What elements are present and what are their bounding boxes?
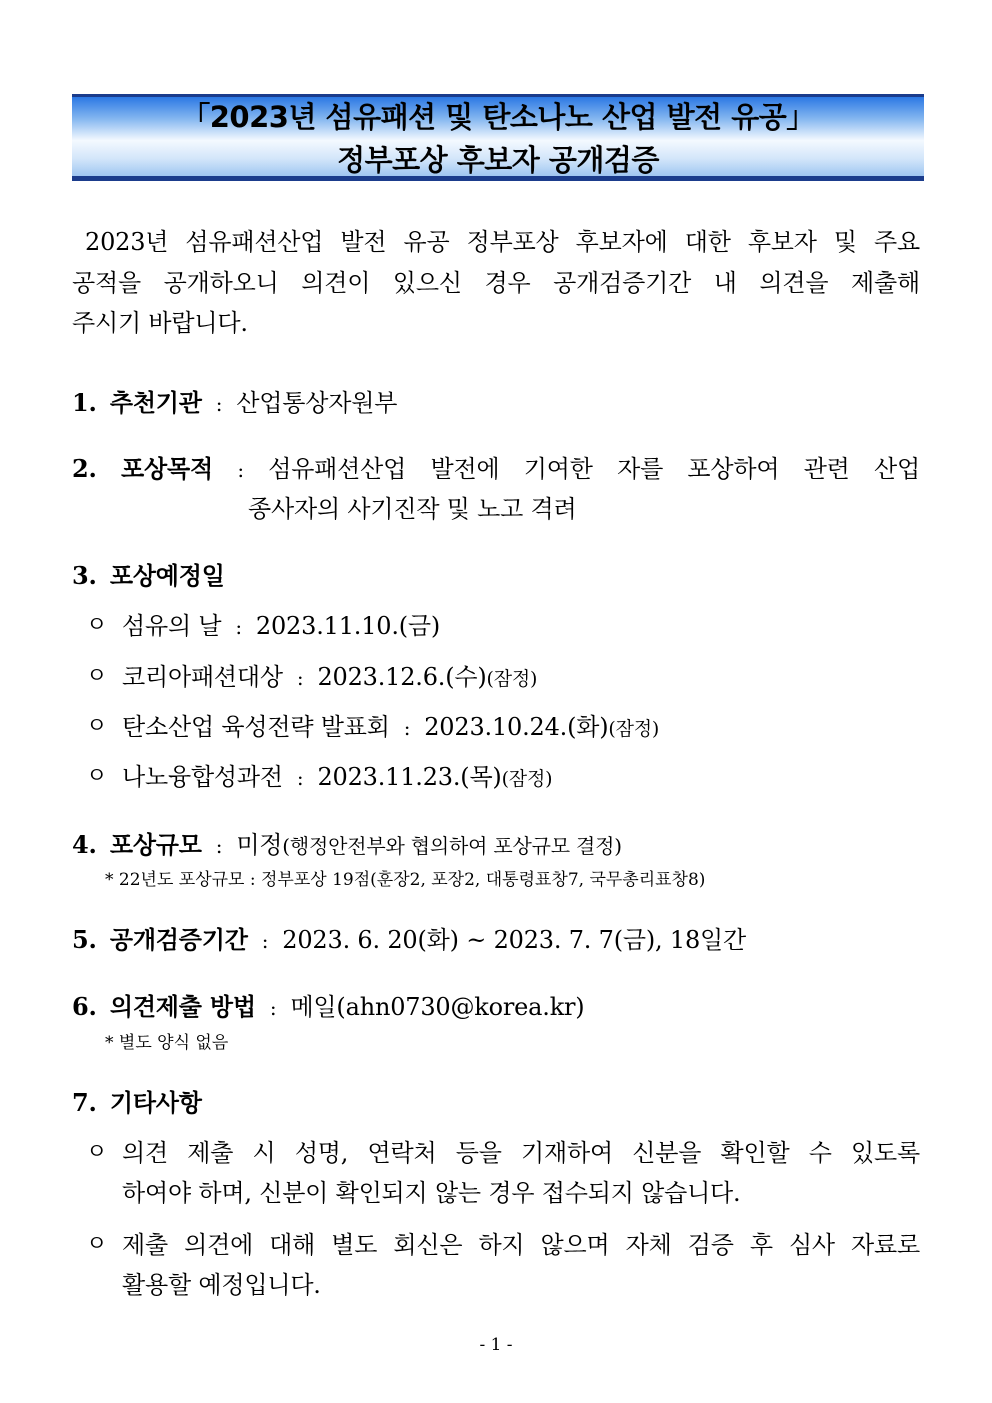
separator: :	[237, 458, 244, 482]
section-number: 2.	[72, 454, 97, 483]
event-name: 코리아패션대상	[122, 663, 283, 691]
event-date: 2023.12.6.(수)	[317, 663, 487, 691]
footnote: * 22년도 포상규모 : 정부포상 19점(훈장2, 포장2, 대통령표창7, 국무총리표창8)	[105, 870, 706, 890]
tentative-note: (잠정)	[608, 718, 660, 740]
intro-line: 2023년 섬유패션산업 발전 유공 정부포상 후보자에 대한 후보자 및 주요	[85, 228, 920, 256]
note-item	[0, 1225, 992, 1265]
intro-line: 주시기 바랍니다.	[72, 309, 248, 337]
note-line: 활용할 예정입니다.	[122, 1271, 321, 1299]
bullet-marker: ㅇ	[86, 764, 108, 789]
page-number: - 1 -	[479, 1335, 513, 1355]
bullet-marker: ㅇ	[86, 664, 108, 689]
section-heading: 포상목적	[121, 454, 213, 483]
tentative-note: (잠정)	[486, 668, 538, 690]
section-heading: 의견제출 방법	[109, 992, 256, 1021]
title-banner	[72, 94, 924, 181]
schedule-item-text	[122, 707, 659, 749]
schedule-item-text	[122, 606, 440, 647]
section-number: 6.	[72, 992, 97, 1021]
separator: :	[296, 666, 304, 690]
event-date: 2023.10.24.(화)	[424, 713, 609, 741]
section-line	[72, 449, 920, 490]
section-number: 1.	[72, 388, 97, 417]
event-date: 2023.11.23.(목)	[317, 763, 502, 791]
section-text: 미정	[236, 831, 283, 859]
schedule-item	[0, 757, 992, 797]
contact-email: 메일(ahn0730@korea.kr)	[290, 993, 585, 1021]
note-line: 제출 의견에 대해 별도 회신은 하지 않으며 자체 검증 후 심사 자료로	[122, 1231, 920, 1259]
event-name: 섬유의 날	[122, 612, 222, 640]
bullet-marker: ㅇ	[86, 1140, 108, 1165]
separator: :	[235, 615, 242, 639]
note-line: 의견 제출 시 성명, 연락처 등을 기재하여 신분을 확인할 수 있도록	[122, 1139, 920, 1167]
separator: :	[296, 766, 304, 790]
section-recommending-agency	[72, 383, 397, 424]
document-subtitle: 정부포상 후보자 공개검증	[337, 143, 659, 177]
section-text: 섬유패션산업 발전에 기여한 자를 포상하여 관련 산업	[268, 455, 920, 483]
schedule-item	[0, 657, 992, 697]
note-line: 하여야 하며, 신분이 확인되지 않는 경우 접수되지 않습니다.	[122, 1179, 741, 1207]
section-number: 4.	[72, 830, 97, 859]
schedule-item-text	[122, 657, 537, 699]
section-number: 7.	[72, 1088, 97, 1117]
section-number: 5.	[72, 925, 97, 954]
separator: :	[269, 996, 277, 1020]
section-heading-line	[72, 1083, 202, 1123]
section-line	[72, 987, 584, 1028]
footnote: * 별도 양식 없음	[105, 1033, 229, 1053]
schedule-item	[0, 606, 992, 646]
tentative-note: (잠정)	[501, 768, 553, 790]
bullet-marker: ㅇ	[86, 613, 108, 638]
section-text: 산업통상자원부	[236, 389, 398, 417]
intro-line: 공적을 공개하오니 의견이 있으신 경우 공개검증기간 내 의견을 제출해	[72, 269, 920, 297]
schedule-item-text	[122, 757, 552, 799]
section-text-note: (행정안전부와 협의하여 포상규모 결정)	[282, 834, 622, 858]
section-verification-period	[72, 920, 746, 961]
section-heading: 포상예정일	[109, 561, 225, 590]
section-heading-line	[72, 556, 225, 596]
section-text-continued: 종사자의 사기진작 및 노고 격려	[248, 495, 577, 523]
separator: :	[403, 716, 411, 740]
event-name: 탄소산업 육성전략 발표회	[122, 713, 390, 741]
bullet-marker: ㅇ	[86, 1232, 108, 1257]
note-item	[0, 1133, 992, 1173]
section-heading: 포상규모	[109, 830, 202, 859]
schedule-item	[0, 707, 992, 747]
document-title: 「2023년 섬유패션 및 탄소나노 산업 발전 유공」	[181, 100, 815, 134]
section-number: 3.	[72, 561, 97, 590]
bullet-marker: ㅇ	[86, 714, 108, 739]
section-text: 2023. 6. 20(화) ~ 2023. 7. 7(금), 18일간	[282, 926, 746, 954]
separator: :	[215, 834, 223, 858]
section-heading: 공개검증기간	[109, 925, 248, 954]
section-heading: 기타사항	[109, 1088, 202, 1117]
section-heading: 추천기관	[109, 388, 202, 417]
separator: :	[261, 929, 269, 953]
separator: :	[215, 392, 223, 416]
section-line	[72, 825, 622, 866]
event-date: 2023.11.10.(금)	[255, 612, 441, 640]
event-name: 나노융합성과전	[122, 763, 283, 791]
